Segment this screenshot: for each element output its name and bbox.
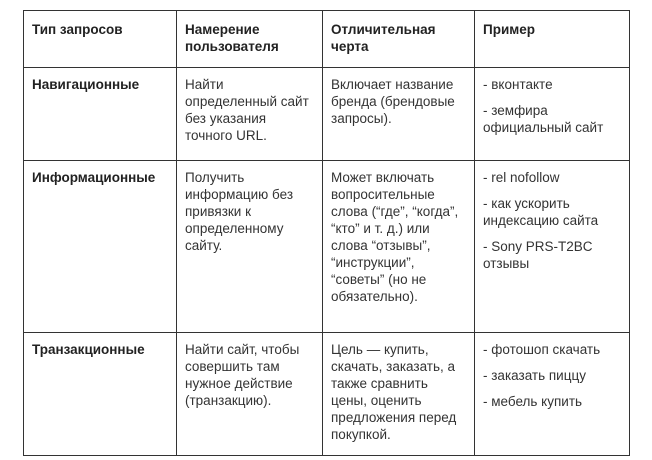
query-types-table-container	[23, 10, 630, 456]
example-item: - фотошоп скачать	[483, 342, 601, 357]
example-item: - вконтакте	[483, 77, 553, 92]
table-row	[24, 161, 630, 333]
row-intent-cell	[177, 161, 323, 333]
query-types-table	[23, 10, 630, 456]
table-row	[24, 333, 630, 456]
row-feature-cell	[323, 161, 475, 333]
row-examples-cell	[475, 161, 630, 333]
table-row	[24, 68, 630, 161]
example-item: - заказать пиццу	[483, 368, 586, 383]
header-user-intent: Намерение пользователя	[177, 11, 323, 68]
row-examples-cell	[475, 68, 630, 161]
example-item: - rel nofollow	[483, 170, 560, 185]
row-feature-text: Включает название бренда (брендовые запросы).	[331, 77, 459, 126]
row-intent-cell	[177, 68, 323, 161]
row-feature-text: Может включать вопросительные слова (“где”, “когда”, “кто” и т. д.) или слова “отзывы”, “инструкции”, “советы” (но не обязательно).	[331, 170, 463, 304]
example-item: - земфира официальный сайт	[483, 103, 604, 135]
row-type-navigational: Навигационные	[24, 68, 177, 161]
row-feature-cell	[323, 333, 475, 456]
header-example: Пример	[475, 11, 630, 68]
row-intent-text: Найти определенный сайт без указания точного URL.	[185, 77, 313, 143]
header-query-type: Тип запросов	[24, 11, 177, 68]
row-feature-text: Цель — купить, скачать, заказать, а также сравнить цены, оценить предложения перед покупкой.	[331, 342, 461, 442]
example-item: - Sony PRS-T2BC отзывы	[483, 239, 593, 271]
row-examples-cell	[475, 333, 630, 456]
example-item: - мебель купить	[483, 394, 583, 409]
row-feature-cell	[323, 68, 475, 161]
row-type-transactional: Транзакционные	[24, 333, 177, 456]
row-type-informational: Информационные	[24, 161, 177, 333]
row-intent-cell	[177, 333, 323, 456]
row-intent-text: Получить информацию без привязки к определенному сайту.	[185, 170, 297, 253]
table-header-row	[24, 11, 630, 68]
header-distinctive-feature: Отличительная черта	[323, 11, 475, 68]
row-intent-text: Найти сайт, чтобы совершить там нужное действие (транзакцию).	[185, 342, 304, 408]
example-item: - как ускорить индексацию сайта	[483, 196, 599, 228]
